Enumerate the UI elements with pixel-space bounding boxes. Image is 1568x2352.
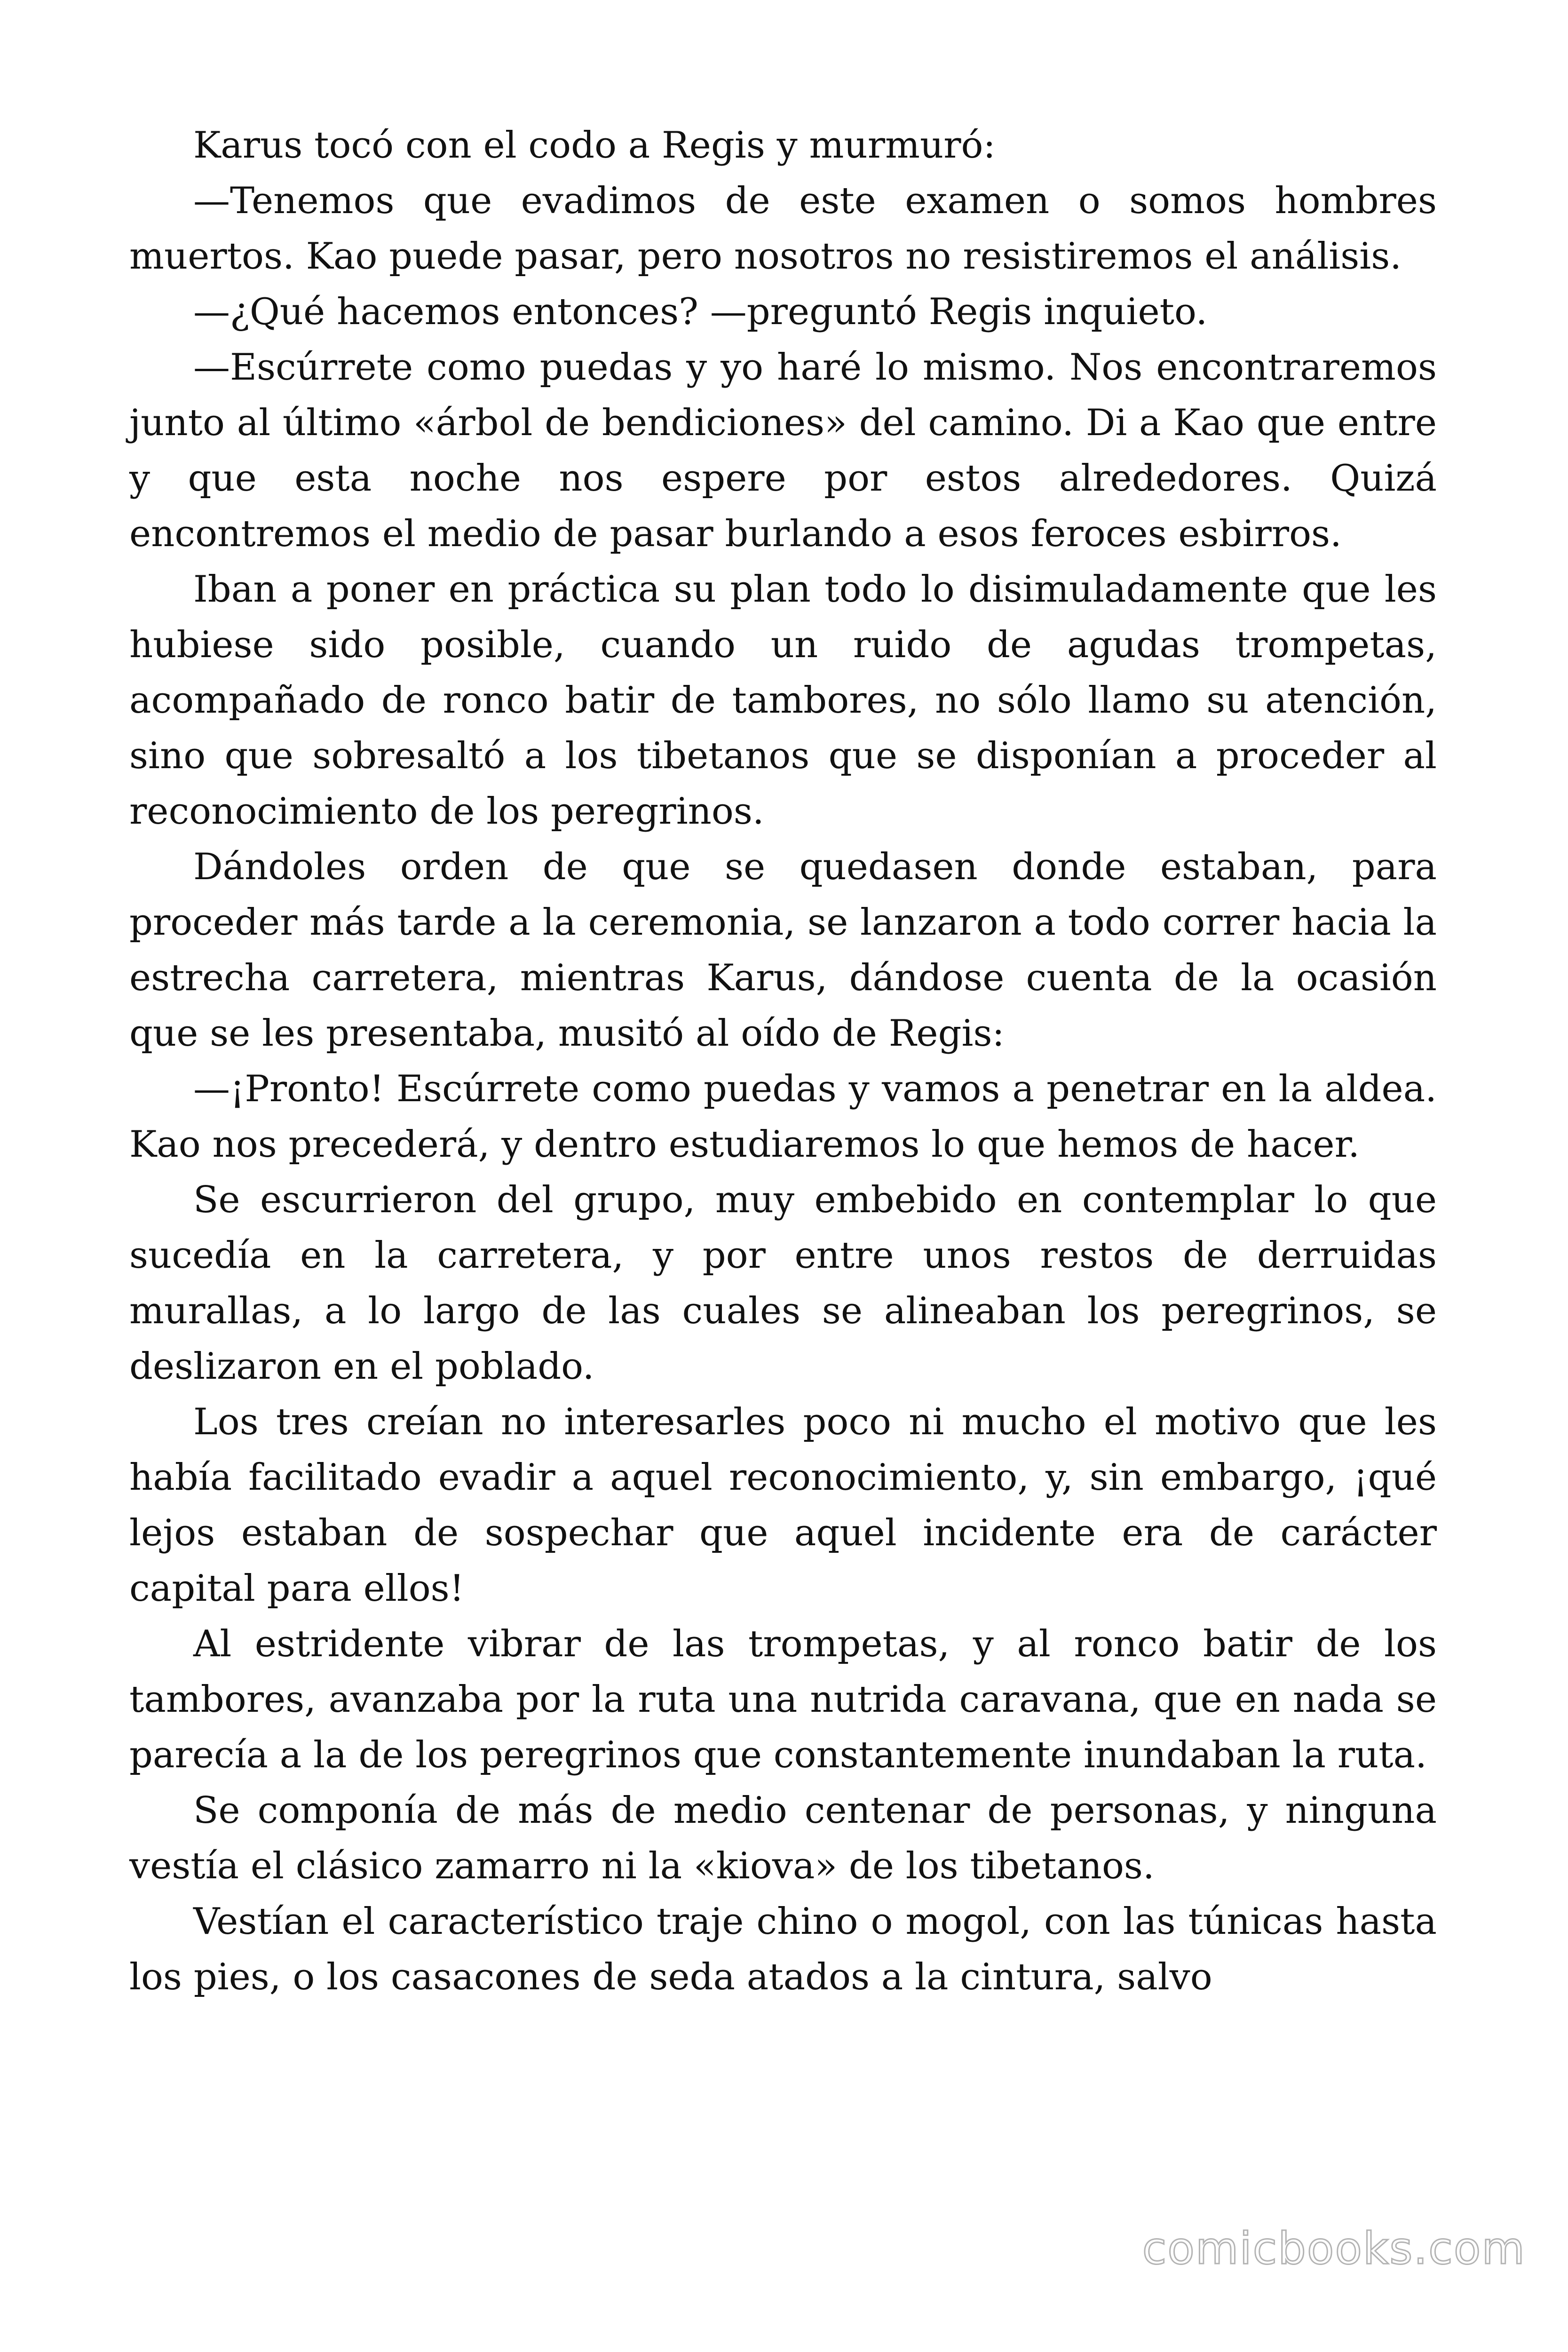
paragraph: —¿Qué hacemos entonces? —preguntó Regis inquieto.	[193, 291, 1208, 333]
paragraph: Se componía de más de medio centenar de personas, y ninguna vestía el clásico zamarro ni la «kiova» de los tibetanos.	[129, 1789, 1437, 1887]
paragraph: —Tenemos que evadimos de este examen o somos hombres muertos. Kao puede pasar, pero nosotros no resistiremos el análisis.	[129, 180, 1437, 278]
paragraph: Se escurrieron del grupo, muy embebido en contemplar lo que sucedía en la carretera, y por entre unos restos de derruidas murallas, a lo largo de las cuales se alineaban los peregrinos, se deslizaron en el poblado.	[129, 1179, 1437, 1388]
paragraph: Al estridente vibrar de las trompetas, y al ronco batir de los tambores, avanzaba por la ruta una nutrida caravana, que en nada se parecía a la de los peregrinos que constantemente inundaban la ruta.	[129, 1623, 1437, 1776]
paragraph: —Escúrrete como puedas y yo haré lo mismo. Nos encontraremos junto al último «árbol de bendiciones» del camino. Di a Kao que entre y que esta noche nos espere por estos alrededores. Quizá encontremos el medio de pasar burlando a esos feroces esbirros.	[129, 346, 1437, 555]
paragraph: Karus tocó con el codo a Regis y murmuró:	[193, 124, 996, 167]
paragraph: Vestían el característico traje chino o mogol, con las túnicas hasta los pies, o los casacones de seda atados a la cintura, salvo	[129, 1900, 1437, 1998]
body-text	[129, 118, 1437, 2005]
paragraph: Los tres creían no interesarles poco ni mucho el motivo que les había facilitado evadir a aquel reconocimiento, y, sin embargo, ¡qué lejos estaban de sospechar que aquel incidente era de carácter capital para ellos!	[129, 1401, 1437, 1610]
paragraph: Dándoles orden de que se quedasen donde estaban, para proceder más tarde a la ceremonia, se lanzaron a todo correr hacia la estrecha carretera, mientras Karus, dándose cuenta de la ocasión que se les presentaba, musitó al oído de Regis:	[129, 846, 1437, 1055]
paragraph: Iban a poner en práctica su plan todo lo disimuladamente que les hubiese sido posible, cuando un ruido de agudas trompetas, acompañado de ronco batir de tambores, no sólo llamo su atención, sino que sobresaltó a los tibetanos que se disponían a proceder al reconocimiento de los peregrinos.	[129, 568, 1437, 833]
site-watermark: comicbooks.com	[1142, 2223, 1526, 2274]
paragraph: —¡Pronto! Escúrrete como puedas y vamos a penetrar en la aldea. Kao nos precederá, y dentro estudiaremos lo que hemos de hacer.	[129, 1068, 1437, 1166]
